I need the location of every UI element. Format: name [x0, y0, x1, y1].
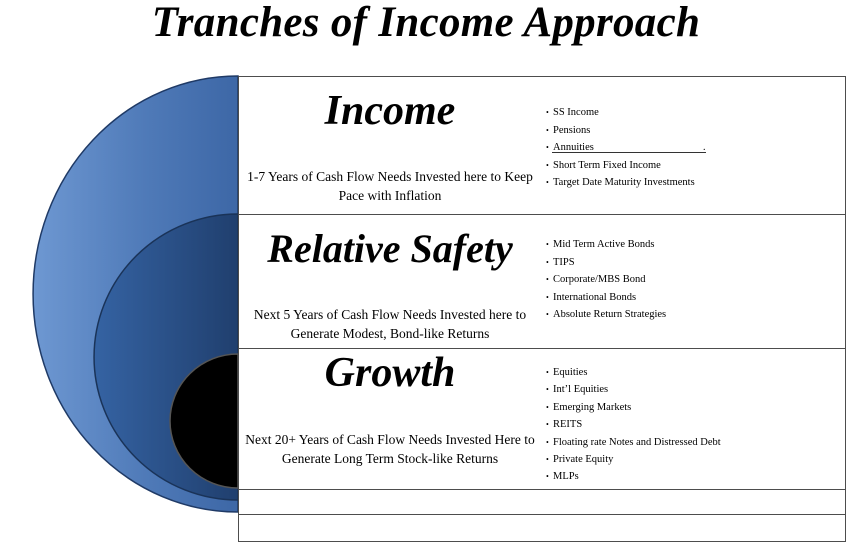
list-item: • Private Equity: [546, 451, 721, 468]
list-item: • TIPS: [546, 254, 666, 272]
list-item: • REITS: [546, 416, 721, 433]
income-item-list: [546, 104, 695, 192]
growth-heading: Growth: [324, 350, 456, 396]
list-item: • SS Income: [546, 104, 695, 122]
list-item: • MLPs: [546, 468, 721, 485]
list-item: • Absolute Return Strategies: [546, 306, 666, 324]
diagram-title: Tranches of Income Approach: [151, 0, 701, 46]
income-description: 1-7 Years of Cash Flow Needs Invested here to Keep Pace with Inflation: [247, 169, 533, 203]
list-item: • Floating rate Notes and Distressed Debt: [546, 434, 721, 451]
relative-safety-item-list: [546, 236, 666, 324]
list-item: • Int’l Equities: [546, 381, 721, 398]
income-heading: Income: [324, 88, 456, 134]
growth-description: Next 20+ Years of Cash Flow Needs Invested Here to Generate Long Term Stock-like Returns: [245, 432, 535, 466]
list-item: • Corporate/MBS Bond: [546, 271, 666, 289]
list-item: • Annuities: [546, 139, 695, 157]
list-item: • Pensions: [546, 122, 695, 140]
list-item: • Target Date Maturity Investments: [546, 174, 695, 192]
annuities-underline: [552, 152, 706, 153]
empty-row-1: [238, 489, 846, 516]
list-item: • Emerging Markets: [546, 399, 721, 416]
list-item: • Short Term Fixed Income: [546, 157, 695, 175]
growth-item-list: [546, 364, 721, 486]
empty-row-2: [238, 514, 846, 542]
list-item: • Mid Term Active Bonds: [546, 236, 666, 254]
relative-safety-heading: Relative Safety: [267, 226, 513, 271]
relative-safety-description: Next 5 Years of Cash Flow Needs Invested here to Generate Modest, Bond-like Returns: [253, 307, 527, 341]
list-item: • International Bonds: [546, 289, 666, 307]
annuities-trailing-mark: .: [703, 142, 706, 153]
list-item: • Equities: [546, 364, 721, 381]
